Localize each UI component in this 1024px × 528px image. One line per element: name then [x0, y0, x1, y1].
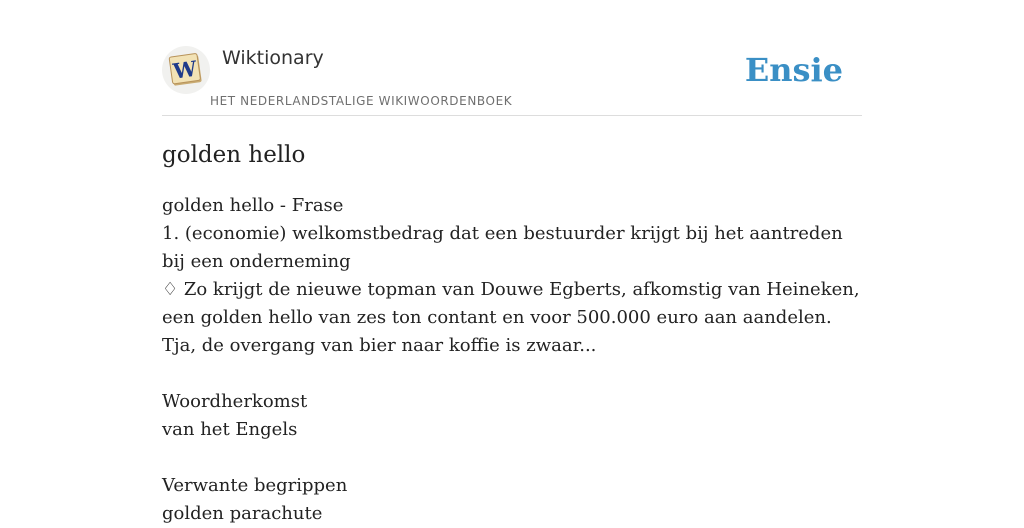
- site-tagline: HET NEDERLANDSTALIGE WIKIWOORDENBOEK: [210, 94, 513, 108]
- entry-content: [162, 192, 862, 528]
- site-name[interactable]: Wiktionary: [222, 47, 324, 69]
- spacer: [162, 360, 862, 388]
- logo-letter: W: [171, 55, 199, 84]
- etymology-text: van het Engels: [162, 419, 298, 440]
- wiktionary-logo-icon[interactable]: [162, 46, 210, 94]
- etymology-heading: Woordherkomst: [162, 391, 308, 412]
- related-heading: Verwante begrippen: [162, 475, 348, 496]
- logo-tile-graphic: [162, 46, 210, 94]
- page-title: golden hello: [162, 142, 306, 168]
- header-divider: [162, 115, 862, 116]
- example-sentence: ♢ Zo krijgt de nieuwe topman van Douwe Egberts, afkomstig van Heineken, een golden hello van zes ton contant en voor 500.000 euro aan aandelen. Tja, de overgang van bier naar koffie is zwaar...: [162, 279, 860, 356]
- ensie-brand-logo[interactable]: Ensie: [744, 51, 843, 89]
- related-item[interactable]: golden parachute: [162, 503, 323, 524]
- definition: 1. (economie) welkomstbedrag dat een bestuurder krijgt bij het aantreden bij een onderneming: [162, 223, 843, 272]
- spacer: [162, 444, 862, 472]
- word-type-line: golden hello - Frase: [162, 195, 344, 216]
